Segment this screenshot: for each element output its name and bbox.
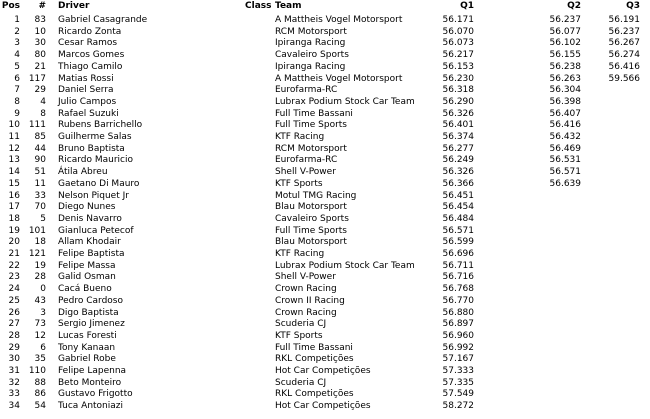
cell-q1: 56.277 (442, 143, 474, 154)
cell-num: 30 (34, 38, 46, 49)
cell-team: RKL Competições (275, 389, 354, 400)
cell-pos: 7 (14, 85, 20, 96)
cell-team: Lubrax Podium Stock Car Team (275, 96, 415, 107)
cell-driver: Denis Navarro (58, 213, 122, 224)
cell-q1: 56.326 (442, 167, 474, 178)
cell-pos: 25 (8, 295, 20, 306)
cell-q3: 56.267 (608, 38, 640, 49)
cell-team: Hot Car Competições (275, 401, 371, 412)
cell-num: 35 (34, 354, 46, 365)
cell-num: 73 (34, 319, 46, 330)
header-q2: Q2 (567, 1, 581, 11)
cell-q1: 57.167 (442, 354, 474, 365)
cell-driver: Pedro Cardoso (58, 295, 123, 306)
table-row (0, 261, 650, 272)
cell-num: 19 (34, 260, 46, 271)
cell-q2: 56.155 (549, 50, 581, 61)
table-row (0, 191, 650, 202)
header-q3: Q3 (626, 1, 640, 11)
cell-q1: 56.374 (442, 132, 474, 142)
cell-q1: 56.401 (442, 120, 474, 131)
cell-num: 110 (28, 366, 46, 376)
table-row (0, 343, 650, 354)
cell-pos: 23 (8, 272, 20, 283)
cell-num: 8 (40, 108, 46, 119)
table-row (0, 132, 650, 143)
header-driver: Driver (58, 1, 90, 11)
cell-driver: Julio Campos (58, 96, 117, 107)
cell-driver: Gaetano Di Mauro (58, 178, 140, 189)
cell-pos: 20 (8, 237, 20, 248)
cell-q2: 56.077 (549, 26, 581, 37)
cell-num: 54 (34, 401, 46, 412)
cell-q3: 56.416 (608, 61, 640, 72)
cell-q1: 56.153 (442, 61, 474, 72)
cell-q1: 56.770 (442, 295, 474, 306)
cell-driver: Átila Abreu (58, 167, 108, 178)
cell-num: 101 (28, 225, 46, 236)
cell-q1: 56.768 (442, 284, 474, 295)
cell-driver: Tuca Antoniazi (58, 401, 123, 412)
cell-q1: 56.230 (442, 73, 474, 84)
cell-q1: 57.549 (442, 389, 474, 400)
cell-pos: 16 (8, 190, 20, 201)
cell-pos: 27 (8, 319, 20, 330)
cell-driver: Gustavo Frigotto (58, 389, 133, 400)
cell-driver: Digo Baptista (58, 307, 119, 318)
cell-driver: Bruno Baptista (58, 143, 125, 154)
cell-driver: Felipe Baptista (58, 249, 125, 259)
table-row (0, 226, 650, 237)
cell-team: Crown II Racing (275, 295, 345, 306)
cell-q1: 56.992 (442, 342, 474, 353)
cell-pos: 4 (14, 50, 20, 61)
table-row (0, 38, 650, 49)
cell-q1: 56.451 (442, 190, 474, 201)
cell-num: 88 (34, 377, 46, 388)
cell-pos: 32 (8, 377, 20, 388)
cell-q1: 56.326 (442, 108, 474, 119)
cell-q1: 56.249 (442, 155, 474, 166)
cell-num: 0 (40, 284, 46, 295)
cell-pos: 1 (14, 15, 20, 25)
cell-pos: 26 (8, 307, 20, 318)
table-row (0, 50, 650, 61)
cell-pos: 31 (8, 366, 20, 376)
table-row (0, 319, 650, 330)
cell-pos: 6 (14, 73, 20, 84)
cell-driver: Nelson Piquet Jr (58, 190, 129, 201)
table-row (0, 120, 650, 131)
cell-q1: 56.880 (442, 307, 474, 318)
cell-driver: Rubens Barrichello (58, 120, 143, 131)
cell-driver: Gabriel Robe (58, 354, 116, 365)
table-row (0, 401, 650, 412)
cell-team: KTF Sports (275, 330, 323, 341)
cell-num: 29 (34, 85, 46, 96)
table-row (0, 74, 650, 85)
cell-pos: 14 (8, 167, 20, 178)
cell-pos: 30 (8, 354, 20, 365)
cell-pos: 2 (14, 26, 20, 37)
cell-q1: 56.070 (442, 26, 474, 37)
table-row (0, 62, 650, 73)
table-row (0, 179, 650, 190)
cell-num: 121 (28, 249, 46, 259)
cell-num: 86 (34, 389, 46, 400)
cell-team: Full Time Sports (275, 120, 347, 131)
cell-pos: 33 (8, 389, 20, 400)
cell-driver: Matias Rossi (58, 73, 114, 84)
cell-q1: 56.960 (442, 330, 474, 341)
cell-q1: 56.599 (442, 237, 474, 248)
cell-q3: 56.274 (608, 50, 640, 61)
cell-team: Motul TMG Racing (275, 190, 357, 201)
cell-team: A Mattheis Vogel Motorsport (275, 15, 403, 25)
cell-num: 4 (40, 96, 46, 107)
table-row (0, 389, 650, 400)
cell-pos: 13 (8, 155, 20, 166)
table-row (0, 202, 650, 213)
cell-pos: 28 (8, 330, 20, 341)
cell-team: KTF Racing (275, 249, 325, 259)
cell-team: Scuderia CJ (275, 319, 327, 330)
cell-team: RKL Competições (275, 354, 354, 365)
cell-team: Blau Motorsport (275, 202, 347, 213)
cell-team: Cavaleiro Sports (275, 50, 349, 61)
cell-team: Scuderia CJ (275, 377, 327, 388)
cell-driver: Gianluca Petecof (58, 225, 134, 236)
cell-pos: 8 (14, 96, 20, 107)
cell-team: Eurofarma-RC (275, 155, 338, 166)
cell-driver: Galid Osman (58, 272, 116, 283)
cell-pos: 21 (8, 249, 20, 259)
cell-num: 111 (28, 120, 46, 131)
cell-pos: 15 (8, 178, 20, 189)
cell-team: RCM Motorsport (275, 143, 347, 154)
cell-q1: 56.073 (442, 38, 474, 49)
cell-driver: Beto Monteiro (58, 377, 122, 388)
cell-q1: 56.716 (442, 272, 474, 283)
cell-q1: 56.696 (442, 249, 474, 259)
cell-q1: 56.171 (442, 15, 474, 25)
cell-driver: Tony Kanaan (58, 342, 116, 353)
cell-q2: 56.407 (549, 108, 581, 119)
cell-team: Crown Racing (275, 284, 337, 295)
table-row (0, 97, 650, 108)
cell-team: Shell V-Power (275, 167, 336, 178)
table-row (0, 15, 650, 26)
cell-q3: 56.237 (608, 26, 640, 37)
table-row (0, 308, 650, 319)
header-num: # (38, 1, 46, 11)
cell-q2: 56.531 (549, 155, 581, 166)
cell-num: 43 (34, 295, 46, 306)
cell-driver: Daniel Serra (58, 85, 114, 96)
header-q1: Q1 (460, 1, 474, 11)
cell-team: Eurofarma-RC (275, 85, 338, 96)
cell-driver: Rafael Suzuki (58, 108, 119, 119)
cell-team: Full Time Bassani (275, 342, 353, 353)
cell-q1: 57.333 (442, 366, 474, 376)
cell-q2: 56.571 (549, 167, 581, 178)
cell-num: 18 (34, 237, 46, 248)
cell-pos: 29 (8, 342, 20, 353)
table-row (0, 366, 650, 377)
cell-team: Blau Motorsport (275, 237, 347, 248)
cell-team: RCM Motorsport (275, 26, 347, 37)
cell-num: 12 (34, 330, 46, 341)
cell-num: 90 (34, 155, 46, 166)
cell-q2: 56.639 (549, 178, 581, 189)
table-row (0, 296, 650, 307)
cell-driver: Cesar Ramos (58, 38, 118, 49)
cell-q2: 56.469 (549, 143, 581, 154)
header-pos: Pos (1, 1, 20, 11)
cell-num: 83 (34, 15, 46, 25)
cell-q1: 56.571 (442, 225, 474, 236)
cell-driver: Diego Nunes (58, 202, 116, 213)
cell-num: 117 (28, 73, 46, 84)
cell-team: Full Time Bassani (275, 108, 353, 119)
table-row (0, 109, 650, 120)
cell-q1: 56.484 (442, 213, 474, 224)
cell-q2: 56.416 (549, 120, 581, 131)
cell-num: 33 (34, 190, 46, 201)
cell-team: Ipiranga Racing (275, 61, 346, 72)
cell-q2: 56.432 (549, 132, 581, 142)
cell-team: A Mattheis Vogel Motorsport (275, 73, 403, 84)
cell-driver: Gabriel Casagrande (58, 15, 148, 25)
cell-pos: 22 (8, 260, 20, 271)
table-row (0, 167, 650, 178)
cell-team: Hot Car Competições (275, 366, 371, 376)
table-row (0, 85, 650, 96)
cell-driver: Cacá Bueno (58, 284, 112, 295)
cell-driver: Felipe Massa (58, 260, 116, 271)
cell-q1: 56.454 (442, 202, 474, 213)
cell-team: Cavaleiro Sports (275, 213, 349, 224)
table-row (0, 155, 650, 166)
cell-q3: 59.566 (608, 73, 640, 84)
cell-driver: Lucas Foresti (58, 330, 117, 341)
cell-team: Crown Racing (275, 307, 337, 318)
cell-driver: Allam Khodair (58, 237, 121, 248)
table-row (0, 284, 650, 295)
cell-num: 28 (34, 272, 46, 283)
cell-pos: 19 (8, 225, 20, 236)
table-header (0, 1, 650, 12)
cell-q1: 56.217 (442, 50, 474, 61)
cell-num: 3 (40, 307, 46, 318)
cell-driver: Guilherme Salas (58, 132, 132, 142)
cell-q2: 56.304 (549, 85, 581, 96)
cell-team: Lubrax Podium Stock Car Team (275, 260, 415, 271)
cell-driver: Ricardo Zonta (58, 26, 122, 37)
cell-num: 11 (34, 178, 46, 189)
cell-num: 6 (40, 342, 46, 353)
table-row (0, 27, 650, 38)
cell-pos: 17 (8, 202, 20, 213)
table-row (0, 237, 650, 248)
cell-q1: 56.290 (442, 96, 474, 107)
cell-driver: Ricardo Mauricio (58, 155, 133, 166)
cell-num: 51 (34, 167, 46, 178)
cell-num: 5 (40, 213, 46, 224)
cell-num: 44 (34, 143, 46, 154)
cell-q1: 56.318 (442, 85, 474, 96)
cell-team: Ipiranga Racing (275, 38, 346, 49)
cell-pos: 3 (14, 38, 20, 49)
cell-pos: 5 (14, 61, 20, 72)
table-row (0, 144, 650, 155)
cell-team: Full Time Sports (275, 225, 347, 236)
cell-q2: 56.102 (549, 38, 581, 49)
cell-pos: 9 (14, 108, 20, 119)
cell-q1: 57.335 (442, 377, 474, 388)
cell-q2: 56.398 (549, 96, 581, 107)
cell-driver: Thiago Camilo (58, 61, 123, 72)
cell-num: 10 (34, 26, 46, 37)
header-team: Team (275, 1, 302, 11)
cell-pos: 10 (8, 120, 20, 131)
cell-pos: 11 (8, 132, 20, 142)
cell-pos: 12 (8, 143, 20, 154)
table-row (0, 331, 650, 342)
cell-driver: Marcos Gomes (58, 50, 125, 61)
header-class: Class (245, 1, 272, 11)
cell-num: 85 (34, 132, 46, 142)
table-row (0, 249, 650, 260)
cell-driver: Felipe Lapenna (58, 366, 127, 376)
cell-pos: 34 (8, 401, 20, 412)
table-row (0, 272, 650, 283)
cell-pos: 24 (8, 284, 20, 295)
cell-q2: 56.237 (549, 15, 581, 25)
cell-num: 80 (34, 50, 46, 61)
table-row (0, 378, 650, 389)
cell-q1: 56.897 (442, 319, 474, 330)
cell-pos: 18 (8, 213, 20, 224)
table-row (0, 354, 650, 365)
cell-q1: 56.711 (442, 260, 474, 271)
cell-q1: 58.272 (442, 401, 474, 412)
cell-q2: 56.238 (549, 61, 581, 72)
cell-q1: 56.366 (442, 178, 474, 189)
cell-team: KTF Racing (275, 132, 325, 142)
cell-q2: 56.263 (549, 73, 581, 84)
cell-driver: Sergio Jimenez (58, 319, 125, 330)
cell-q3: 56.191 (608, 15, 640, 25)
cell-team: KTF Sports (275, 178, 323, 189)
cell-team: Shell V-Power (275, 272, 336, 283)
table-row (0, 214, 650, 225)
cell-num: 70 (34, 202, 46, 213)
cell-num: 21 (34, 61, 46, 72)
